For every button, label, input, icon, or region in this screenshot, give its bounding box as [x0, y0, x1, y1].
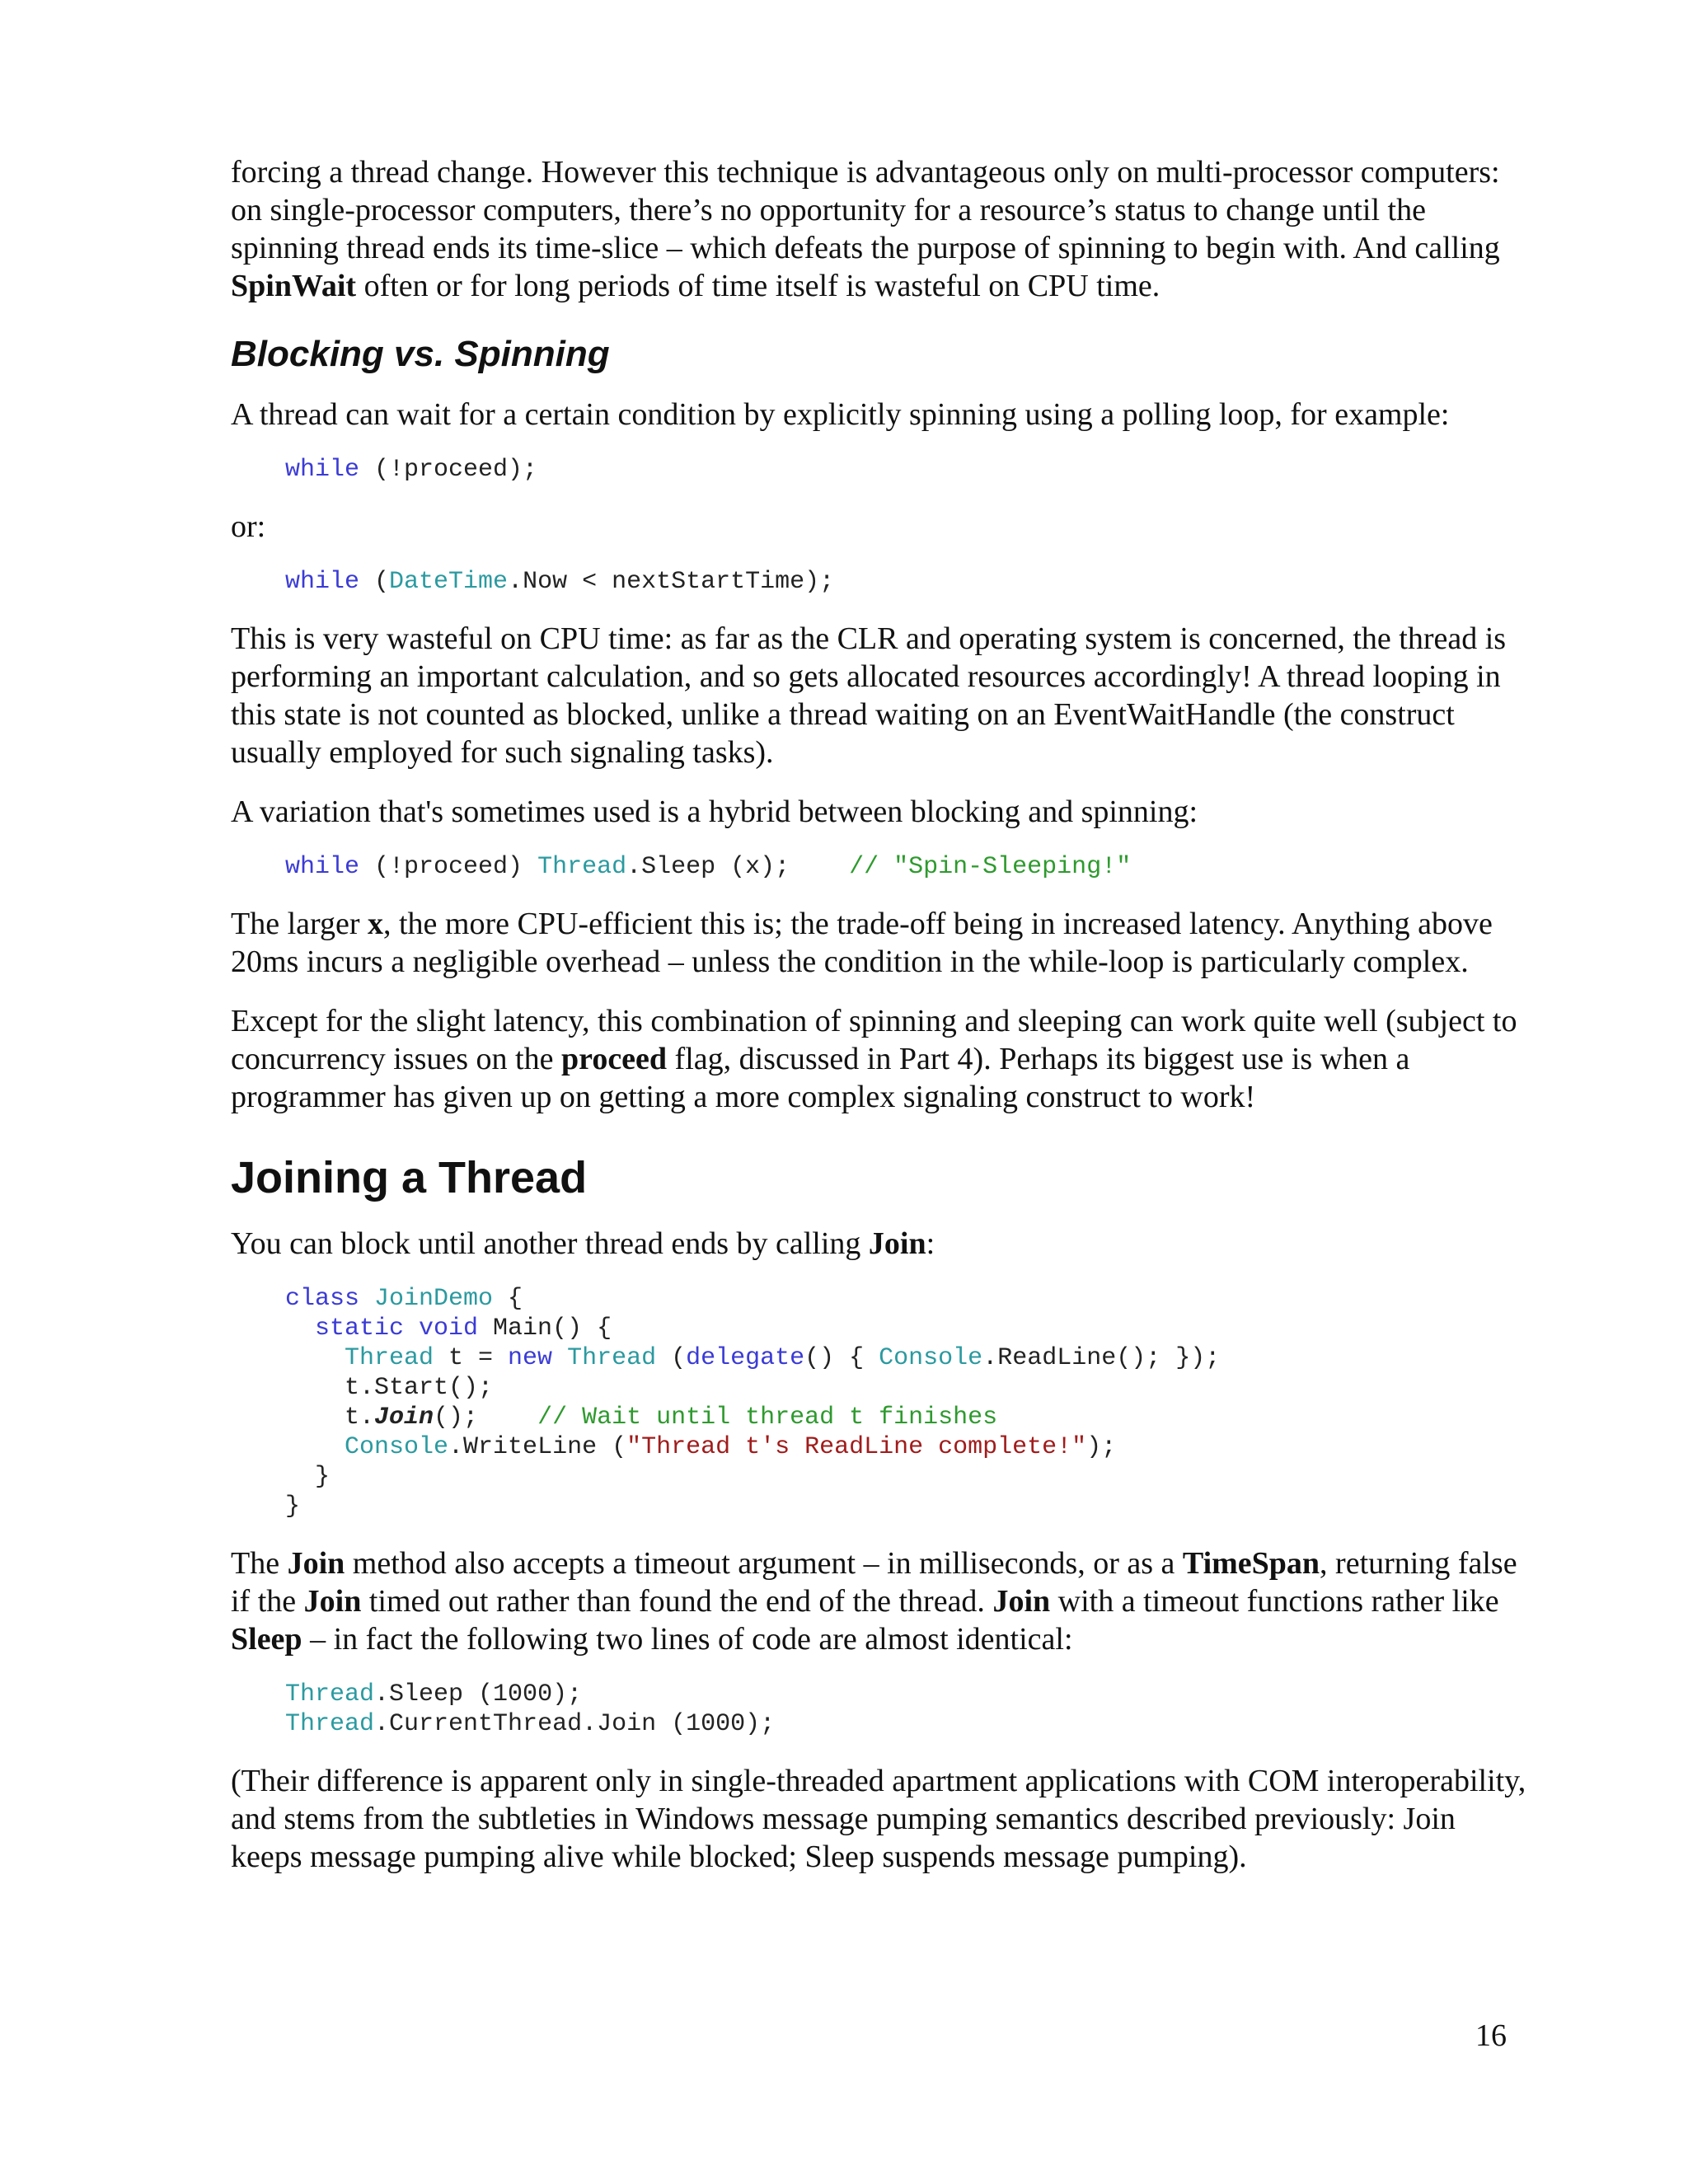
text: Except for the slight latency, this combination of spinning and sleeping can work quite well (subject to concurrency issues on the: [231, 1004, 1517, 1076]
paragraph-except: [231, 1002, 1529, 1116]
term-join: Join: [287, 1546, 345, 1581]
code-text: .Now < nextStartTime);: [508, 568, 835, 596]
code-text: t =: [434, 1344, 509, 1372]
code-text: .ReadLine(); });: [982, 1344, 1221, 1372]
text: forcing a thread change. However this technique is advantageous only on multi-processor computers: on single-processor computers, there’s no opportunity for a resource’s status to change until the spinning thread ends its time-slice – which defeats the purpose of spinning to begin with. And calling: [231, 155, 1500, 265]
heading-joining-a-thread: Joining a Thread: [231, 1153, 588, 1202]
code-comment: // Wait until thread t finishes: [537, 1404, 998, 1432]
term-timespan: TimeSpan: [1182, 1546, 1320, 1581]
code-text: (!proceed): [359, 853, 538, 881]
code-text: (: [359, 568, 390, 596]
term-join: Join: [992, 1584, 1051, 1619]
code-text: .WriteLine (: [448, 1433, 627, 1461]
text: The larger: [231, 907, 368, 941]
code-text: }: [285, 1463, 331, 1491]
code-type: Console: [879, 1344, 983, 1372]
code-type: Thread: [285, 1344, 434, 1372]
code-text: Main() {: [478, 1315, 612, 1343]
code-text: .CurrentThread.Join (1000);: [374, 1710, 776, 1738]
code-keyword: delegate: [686, 1344, 805, 1372]
code-type: Thread: [552, 1344, 657, 1372]
code-text: t.Start();: [285, 1374, 494, 1402]
code-text: (!proceed);: [359, 456, 538, 484]
code-block-1: [285, 455, 1529, 485]
code-text: t.: [285, 1404, 375, 1432]
paragraph-variation: A variation that's sometimes used is a hybrid between blocking and spinning:: [231, 794, 1198, 829]
paragraph-polling: A thread can wait for a certain condition by explicitly spinning using a polling loop, for example:: [231, 397, 1450, 432]
term-proceed: proceed: [561, 1042, 668, 1076]
paragraph-difference: (Their difference is apparent only in single-threaded apartment applications with COM interoperability, and stems from the subtleties in Windows message pumping semantics described previously: Join keeps message pumping alive while blocked; Sleep suspends message pumping).: [231, 1764, 1526, 1874]
paragraph-intro: [231, 153, 1529, 305]
code-comment: // "Spin-Sleeping!": [849, 853, 1132, 881]
text: , the more CPU-efficient this is; the trade-off being in increased latency. Anything above 20ms incurs a negligible overhead – unless the condition in the while-loop is particularly complex.: [231, 907, 1493, 979]
code-keyword: static void: [285, 1315, 479, 1343]
code-type: Thread: [285, 1710, 375, 1738]
term-join: Join: [303, 1584, 362, 1619]
code-join: Join: [374, 1404, 434, 1432]
term-spinwait: SpinWait: [231, 269, 357, 303]
text: timed out rather than found the end of the thread.: [361, 1584, 993, 1619]
paragraph-block-join: [231, 1225, 1529, 1263]
paragraph-larger-x: [231, 905, 1529, 981]
code-type: Thread: [285, 1680, 375, 1708]
code-type: JoinDemo: [359, 1285, 494, 1313]
page-number: 16: [1475, 2018, 1507, 2053]
code-type: Thread: [537, 853, 627, 881]
paragraph-or: or:: [231, 509, 266, 544]
term-join: Join: [868, 1226, 926, 1261]
code-block-join-demo: [285, 1284, 1529, 1521]
term-sleep: Sleep: [231, 1622, 302, 1657]
code-keyword: new: [508, 1344, 553, 1372]
paragraph-wasteful: This is very wasteful on CPU time: as far as the CLR and operating system is concerned, the thread is performing an important calculation, and so gets allocated resources accordingly! A thread looping in this state is not counted as blocked, unlike a thread waiting on an EventWaitHandle (the construct usually employed for such signaling tasks).: [231, 621, 1507, 770]
heading-blocking-vs-spinning: Blocking vs. Spinning: [231, 334, 610, 374]
document-page: [231, 153, 1529, 1897]
code-text: .Sleep (x);: [626, 853, 850, 881]
code-block-3: [285, 852, 1529, 882]
paragraph-timeout: [231, 1544, 1529, 1658]
code-keyword: while: [285, 853, 360, 881]
code-block-2: [285, 567, 1529, 597]
code-text: ();: [434, 1404, 538, 1432]
code-block-5: [285, 1680, 1529, 1739]
term-x: x: [368, 907, 383, 941]
code-type: Console: [285, 1433, 449, 1461]
text: method also accepts a timeout argument – in milliseconds, or as a: [345, 1546, 1183, 1581]
code-text: );: [1086, 1433, 1117, 1461]
text: , returning false if the: [231, 1546, 1517, 1619]
text: :: [926, 1226, 935, 1261]
code-text: {: [493, 1285, 523, 1313]
text: with a timeout functions rather like: [1050, 1584, 1499, 1619]
text: – in fact the following two lines of code are almost identical:: [302, 1622, 1073, 1657]
code-keyword: while: [285, 568, 360, 596]
code-text: () {: [804, 1344, 879, 1372]
code-keyword: while: [285, 456, 360, 484]
code-text: }: [285, 1493, 301, 1521]
code-keyword: class: [285, 1285, 360, 1313]
text: You can block until another thread ends by calling: [231, 1226, 869, 1261]
text: The: [231, 1546, 288, 1581]
text: often or for long periods of time itself is wasteful on CPU time.: [356, 269, 1160, 303]
code-text: (: [656, 1344, 687, 1372]
code-text: .Sleep (1000);: [374, 1680, 583, 1708]
text: flag, discussed in Part 4). Perhaps its biggest use is when a programmer has given up on getting a more complex signaling construct to work!: [231, 1042, 1410, 1114]
code-type: DateTime: [389, 568, 509, 596]
code-string: "Thread t's ReadLine complete!": [626, 1433, 1087, 1461]
